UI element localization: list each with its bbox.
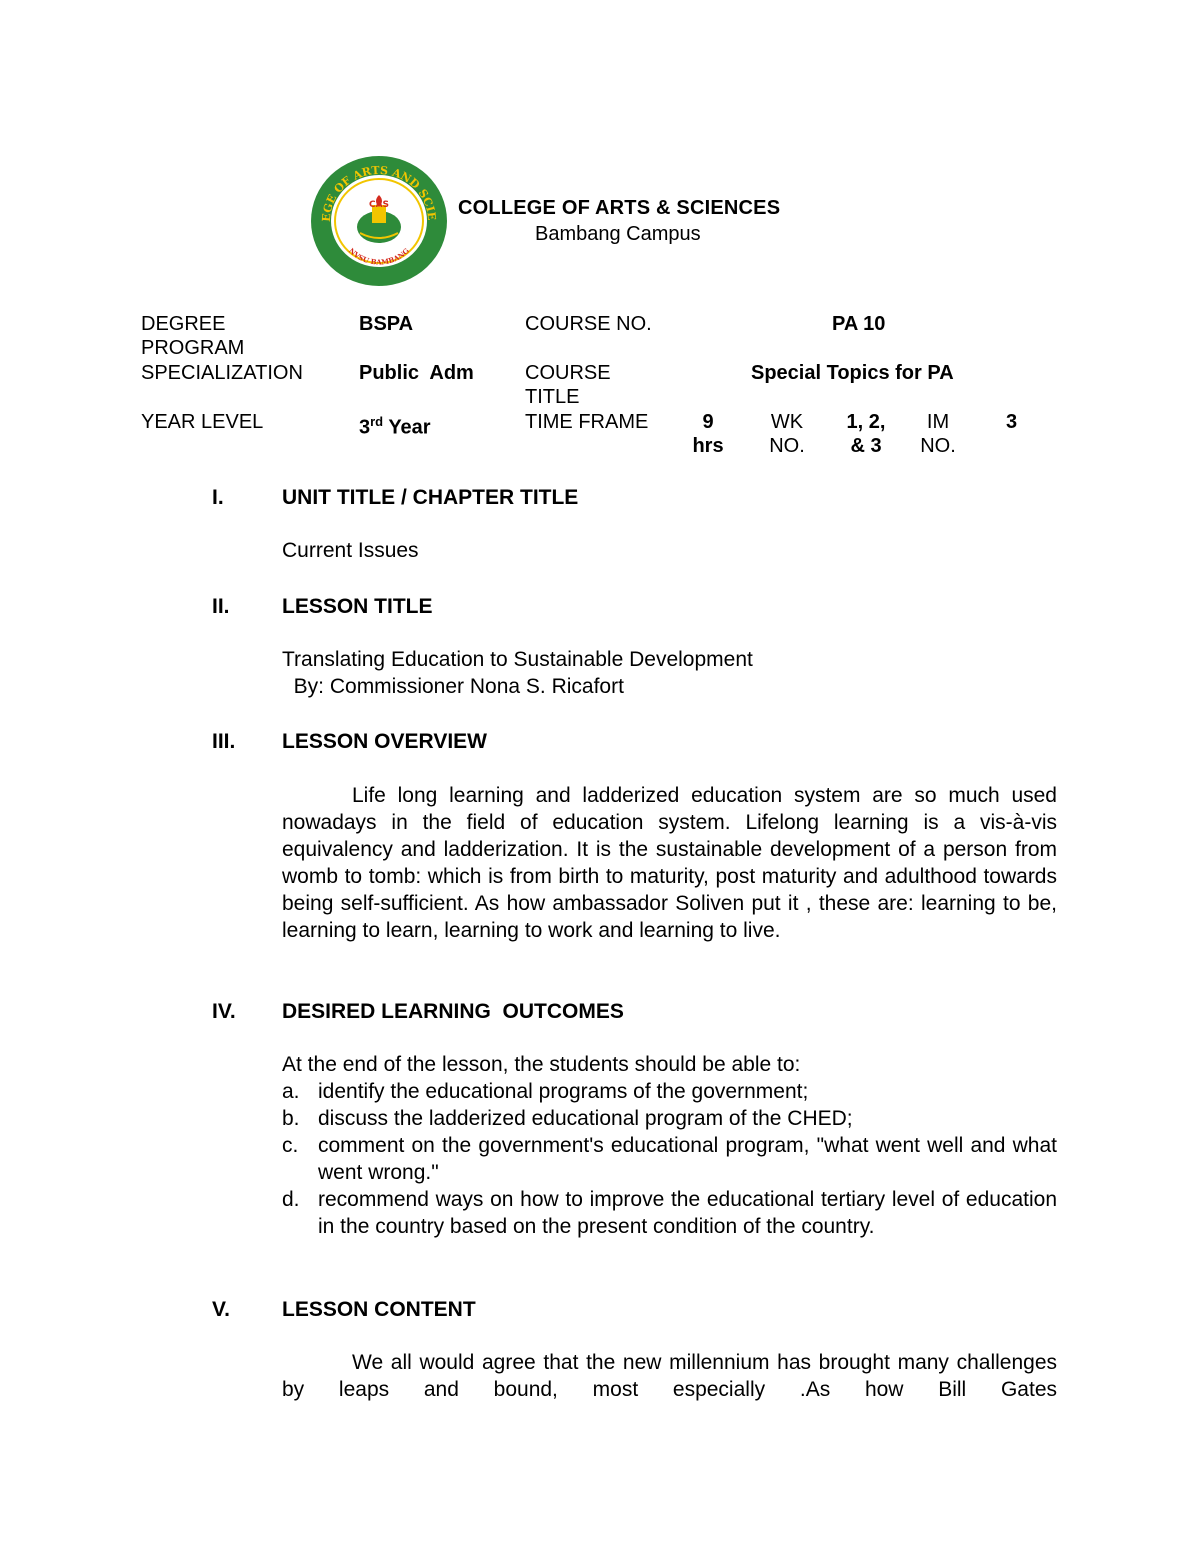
wk-no-label: WK NO. (769, 411, 805, 457)
seal-ring-text: EGE OF ARTS AND SCIE (319, 163, 439, 223)
lesson-author-text: By: Commissioner Nona S. Ricafort (282, 675, 624, 698)
degree-program-label: DEGREE PROGRAM (141, 313, 245, 359)
section-title-unit: UNIT TITLE / CHAPTER TITLE (282, 486, 579, 509)
section-number: III. (212, 730, 236, 753)
college-name: COLLEGE OF ARTS & SCIENCES (458, 197, 781, 219)
unit-title-text: Current Issues (282, 539, 419, 562)
section-number: IV. (212, 1000, 236, 1023)
seal-bottom-text: NVSU BAMBANG (347, 246, 411, 267)
content-paragraph: We all would agree that the new millennium has brought many challenges by leaps and bound, most especially .As how Bill Gates (282, 1351, 1057, 1401)
svg-text:CAS: CAS (368, 200, 390, 210)
list-item: c. comment on the government's educational program, "what went well and what went wrong." (282, 1134, 1057, 1184)
im-no-value: 3 (1006, 411, 1018, 433)
section-number: I. (212, 486, 224, 509)
outcomes-intro: At the end of the lesson, the students should be able to: (282, 1053, 801, 1076)
course-title-value: Special Topics for PA (751, 362, 954, 384)
time-frame-label: TIME FRAME (525, 411, 649, 433)
campus-name: Bambang Campus (535, 223, 701, 245)
list-item: d. recommend ways on how to improve the educational tertiary level of education in the country based on the present condition of the country. (282, 1188, 1057, 1238)
specialization-label: SPECIALIZATION (141, 362, 303, 384)
section-title-content: LESSON CONTENT (282, 1298, 476, 1321)
wk-no-value: 1, 2, & 3 (846, 411, 886, 457)
lesson-title-text: Translating Education to Sustainable Development (282, 648, 753, 671)
course-title-label: COURSE TITLE (525, 362, 611, 408)
list-item: a. identify the educational programs of the government; (282, 1080, 809, 1103)
im-no-label: IM NO. (920, 411, 956, 457)
course-no-value: PA 10 (832, 313, 886, 335)
year-level-label: YEAR LEVEL (141, 411, 264, 433)
outcomes-list (282, 1078, 1057, 1240)
section-number: V. (212, 1298, 230, 1321)
section-title-overview: LESSON OVERVIEW (282, 730, 487, 753)
college-seal-logo (310, 155, 448, 287)
year-level-value: 3rd Year (359, 414, 431, 439)
overview-paragraph: Life long learning and ladderized education system are so much used nowadays in the field of education system. Lifelong learning is a vis-à-vis equivalency and ladderization. It is the sustainable development of a person from womb to tomb: which is from birth to maturity, post maturity and adulthood towards being self-sufficient. As how ambassador Soliven put it , these are: learning to be, learning to learn, learning to work and learning to live. (282, 784, 1057, 942)
section-title-lesson: LESSON TITLE (282, 595, 433, 618)
time-frame-value: 9 hrs (692, 411, 724, 457)
section-title-outcomes: DESIRED LEARNING OUTCOMES (282, 1000, 624, 1023)
specialization-value: Public Adm (359, 362, 474, 384)
list-item: b. discuss the ladderized educational program of the CHED; (282, 1107, 853, 1130)
degree-program-value: BSPA (359, 313, 414, 335)
section-number: II. (212, 595, 230, 618)
course-no-label: COURSE NO. (525, 313, 652, 335)
